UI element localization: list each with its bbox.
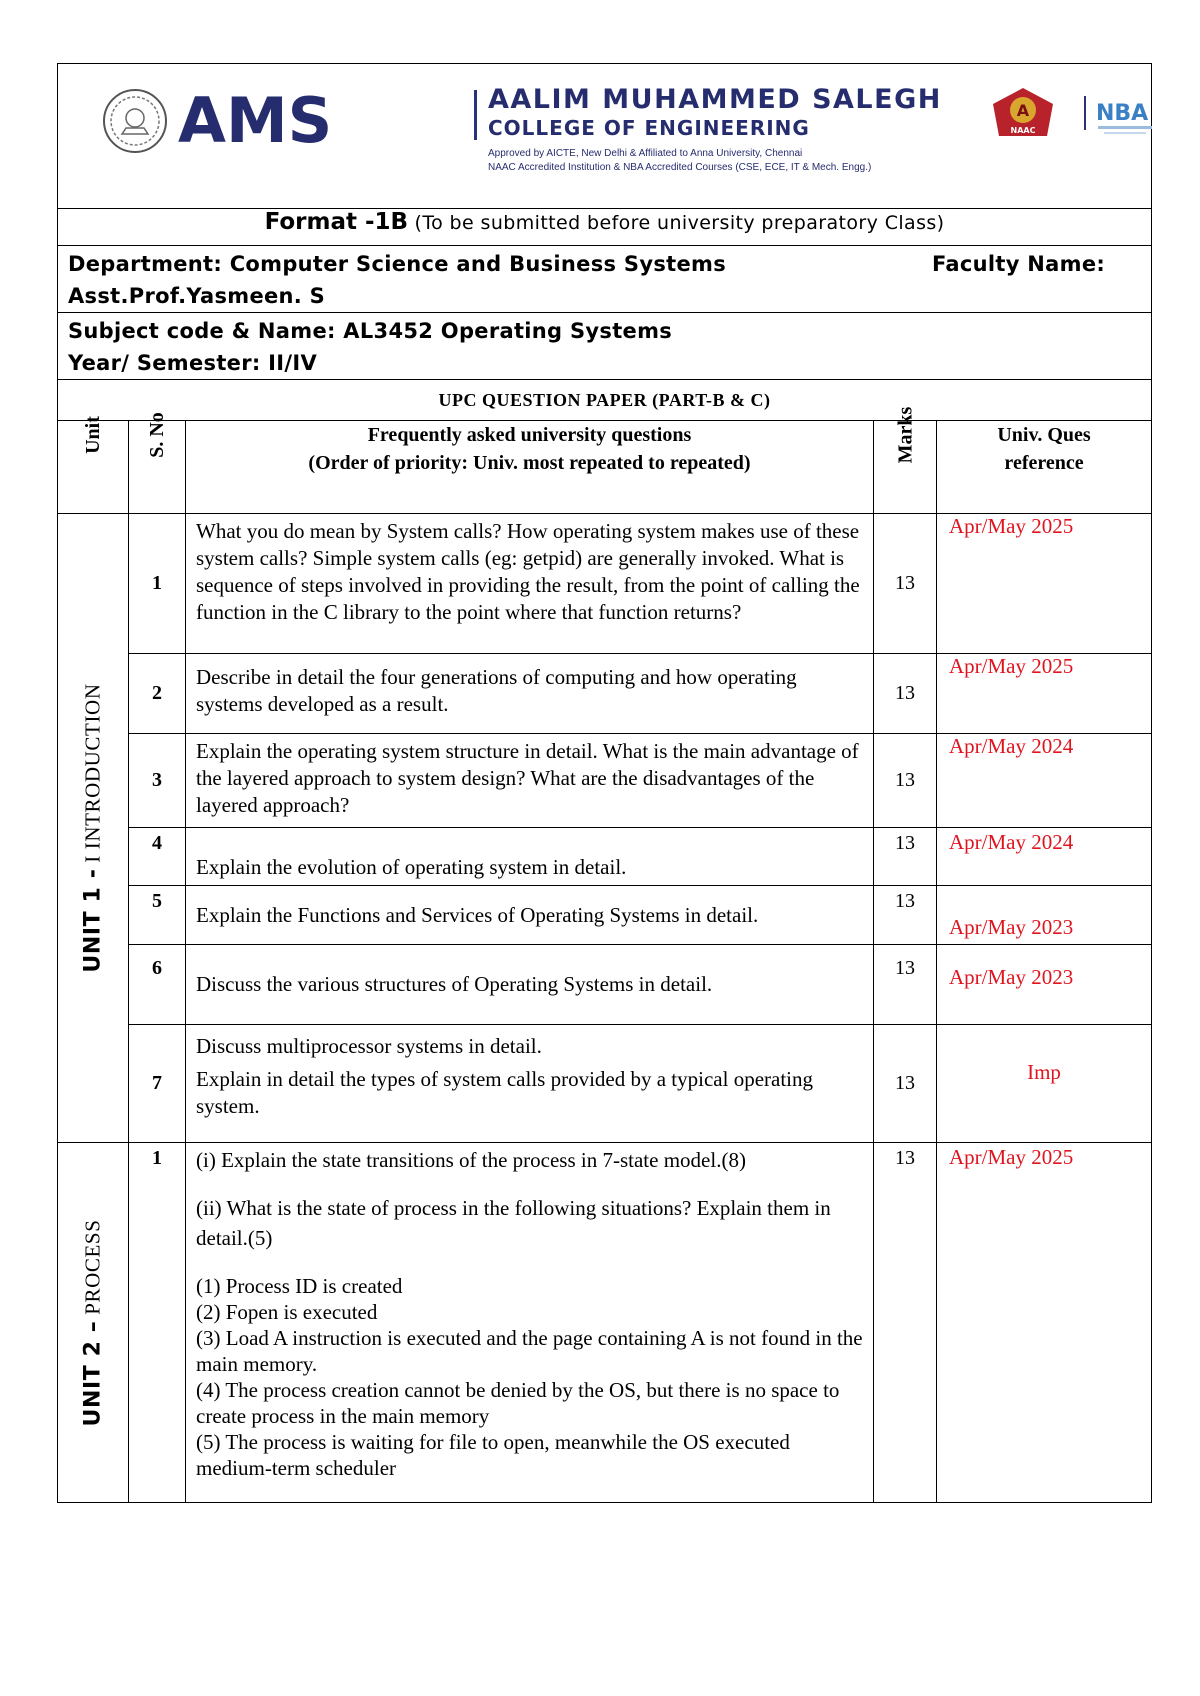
nba-logo-icon [1094, 94, 1156, 138]
question-marks: 13 [874, 1025, 937, 1143]
ams-logo-text: AMS [178, 90, 333, 150]
table-row [58, 734, 1152, 828]
faculty-name: Asst.Prof.Yasmeen. S [68, 284, 326, 308]
badge-divider [1084, 96, 1086, 130]
question-reference: Imp [937, 1025, 1152, 1143]
question-number: 6 [129, 945, 186, 1025]
approval-line-1: Approved by AICTE, New Delhi & Affiliated to Anna University, Chennai [488, 148, 803, 159]
naac-text: NAAC [1010, 126, 1036, 135]
college-name: AALIM MUHAMMED SALEGH [488, 84, 942, 115]
question-text: Explain the evolution of operating system in detail. [186, 828, 874, 886]
ams-logo [178, 90, 428, 150]
question-marks: 13 [874, 886, 937, 945]
approval-line-2: NAAC Accredited Institution & NBA Accredited Courses (CSE, ECE, IT & Mech. Engg.) [488, 162, 872, 173]
naac-badge-icon [987, 86, 1059, 144]
col-sno [129, 412, 186, 514]
question-reference: Apr/May 2025 [937, 654, 1152, 734]
question-reference: Apr/May 2025 [937, 514, 1152, 654]
table-row [58, 945, 1152, 1025]
faculty-label: Faculty Name: [931, 252, 1106, 276]
logo-divider [474, 90, 477, 140]
col-reference-line2: reference [1004, 452, 1084, 474]
list-item: (1) Process ID is created [196, 1274, 403, 1298]
question-text: What you do mean by System calls? How operating system makes use of these system calls? Simple system calls (eg: getpid) are generally invoked. What is sequence of steps involved in providing the result, from the point of calling the function in the C library to the point where that function returns? [186, 514, 874, 654]
question-text [186, 1143, 874, 1503]
department-row [58, 246, 1152, 313]
list-item: (2) Fopen is executed [196, 1300, 378, 1324]
question-paper-sheet [57, 63, 1151, 1503]
col-reference [937, 421, 1152, 514]
col-unit [58, 416, 129, 514]
college-subtitle: COLLEGE OF ENGINEERING [488, 116, 810, 140]
question-marks: 13 [874, 828, 937, 886]
question-text: Describe in detail the four generations of computing and how operating systems developed as a result. [186, 654, 874, 734]
college-seal-icon [102, 88, 168, 154]
col-question [186, 421, 874, 514]
nba-text: NBA [1096, 101, 1149, 126]
question-text-line: Discuss multiprocessor systems in detail. [196, 1034, 542, 1058]
col-sno-label: S. No [145, 412, 168, 458]
subject: Subject code & Name: AL3452 Operating Systems [68, 319, 673, 343]
question-reference: Apr/May 2023 [937, 886, 1152, 945]
question-reference: Apr/May 2023 [937, 945, 1152, 1025]
unit-2-label: UNIT 2 – PROCESS [80, 1218, 106, 1427]
question-marks: 13 [874, 654, 937, 734]
list-item: (5) The process is waiting for file to open, meanwhile the OS executed medium-term scheduler [196, 1430, 790, 1480]
unit-1-cell [58, 514, 129, 1143]
table-row [58, 514, 1152, 654]
question-table [57, 63, 1152, 1503]
question-marks: 13 [874, 1143, 937, 1503]
col-marks-label: Marks [893, 406, 916, 464]
question-part: (i) Explain the state transitions of the process in 7-state model.(8) [196, 1148, 746, 1172]
department: Department: Computer Science and Business Systems [68, 252, 727, 276]
subject-row [58, 313, 1152, 380]
table-row [58, 886, 1152, 945]
format-note: (To be submitted before university preparatory Class) [408, 212, 945, 234]
col-reference-line1: Univ. Ques [997, 424, 1091, 446]
table-row [58, 1025, 1152, 1143]
question-number: 5 [129, 886, 186, 945]
question-reference: Apr/May 2024 [937, 734, 1152, 828]
column-header-row [58, 421, 1152, 514]
question-number: 3 [129, 734, 186, 828]
question-number: 1 [129, 514, 186, 654]
question-number: 7 [129, 1025, 186, 1143]
question-marks: 13 [874, 514, 937, 654]
list-item: (4) The process creation cannot be denied by the OS, but there is no space to create process in the main memory [196, 1378, 840, 1428]
question-marks: 13 [874, 945, 937, 1025]
question-number: 1 [129, 1143, 186, 1503]
unit-1-label: UNIT 1 - I INTRODUCTION [80, 683, 106, 973]
col-question-line2: (Order of priority: Univ. most repeated to repeated) [308, 452, 751, 474]
question-number: 4 [129, 828, 186, 886]
question-number: 2 [129, 654, 186, 734]
college-header [58, 64, 1152, 209]
paper-title: UPC QUESTION PAPER (PART-B & C) [58, 380, 1152, 421]
format-row [58, 209, 1152, 246]
col-unit-label: Unit [81, 416, 104, 454]
col-marks [874, 406, 937, 514]
question-text: Explain the operating system structure in detail. What is the main advantage of the layered approach to system design? What are the disadvantages of the layered approach? [186, 734, 874, 828]
question-reference: Apr/May 2024 [937, 828, 1152, 886]
question-text-line: Explain in detail the types of system calls provided by a typical operating system. [196, 1067, 814, 1118]
format-title: Format -1B [264, 209, 409, 235]
list-item: (3) Load A instruction is executed and the page containing A is not found in the main memory. [196, 1326, 863, 1376]
question-text [186, 1025, 874, 1143]
question-part: (ii) What is the state of process in the following situations? Explain them in detail.(5) [196, 1196, 831, 1250]
question-marks: 13 [874, 734, 937, 828]
table-row [58, 654, 1152, 734]
year-semester: Year/ Semester: II/IV [68, 351, 318, 375]
table-row [58, 1143, 1152, 1503]
situation-list [196, 1273, 863, 1481]
question-reference: Apr/May 2025 [937, 1143, 1152, 1503]
question-text: Explain the Functions and Services of Operating Systems in detail. [186, 886, 874, 945]
col-question-line1: Frequently asked university questions [367, 424, 692, 446]
naac-grade: A [1016, 101, 1030, 120]
question-text: Discuss the various structures of Operating Systems in detail. [186, 945, 874, 1025]
table-row [58, 828, 1152, 886]
unit-2-cell [58, 1143, 129, 1503]
